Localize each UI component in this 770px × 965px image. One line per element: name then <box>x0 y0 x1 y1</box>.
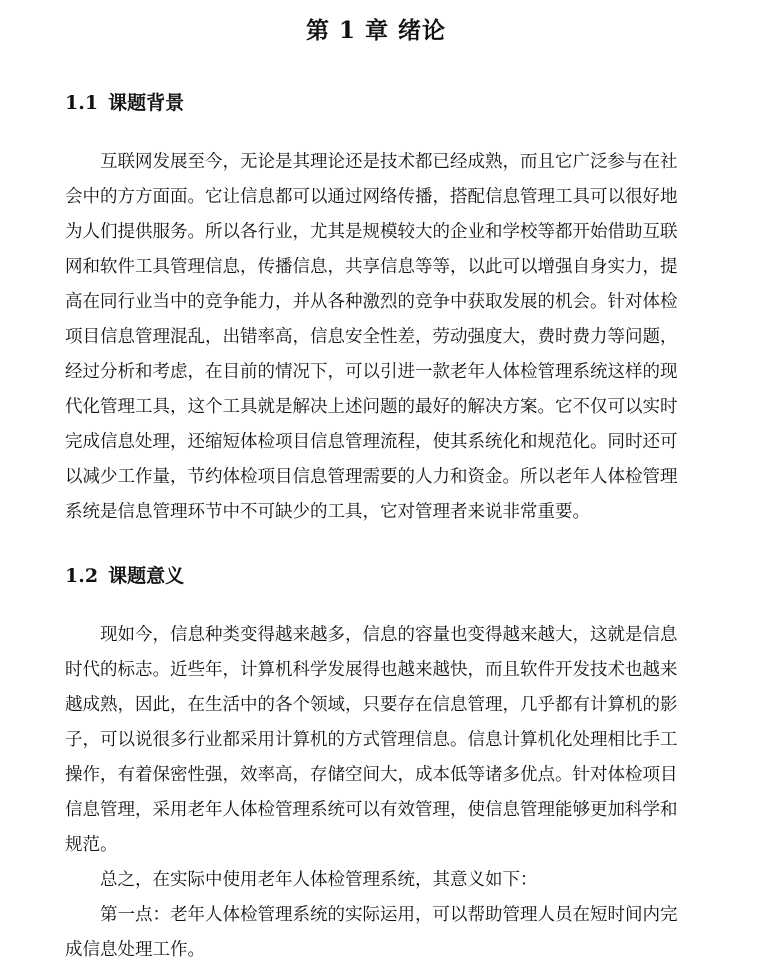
paragraph-line: 现如今，信息种类变得越来越多，信息的容量也变得越来越大，这就是信息 <box>65 625 678 645</box>
paragraph-line: 完成信息处理，还缩短体检项目信息管理流程，使其系统化和规范化。同时还可 <box>65 432 678 452</box>
paragraph-line: 会中的方方面面。它让信息都可以通过网络传播，搭配信息管理工具可以很好地 <box>65 187 678 207</box>
paragraph-line: 成信息处理工作。 <box>65 940 205 960</box>
paragraph-line: 第一点：老年人体检管理系统的实际运用，可以帮助管理人员在短时间内完 <box>65 905 678 925</box>
paragraph-line: 时代的标志。近些年，计算机科学发展得也越来越快，而且软件开发技术也越来 <box>65 660 678 680</box>
paragraph-line: 越成熟，因此，在生活中的各个领域，只要存在信息管理，几乎都有计算机的影 <box>65 695 678 715</box>
paragraph-line: 代化管理工具，这个工具就是解决上述问题的最好的解决方案。它不仅可以实时 <box>65 397 678 417</box>
paragraph-line: 规范。 <box>65 835 118 855</box>
paragraph-line: 经过分析和考虑，在目前的情况下，可以引进一款老年人体检管理系统这样的现 <box>65 362 678 382</box>
paragraph-line: 项目信息管理混乱，出错率高，信息安全性差，劳动强度大，费时费力等问题， <box>65 327 678 347</box>
paragraph-line: 高在同行业当中的竞争能力，并从各种激烈的竞争中获取发展的机会。针对体检 <box>65 292 678 312</box>
paragraph-line: 系统是信息管理环节中不可缺少的工具，它对管理者来说非常重要。 <box>65 502 590 522</box>
paragraph-line: 信息管理，采用老年人体检管理系统可以有效管理，使信息管理能够更加科学和 <box>65 800 678 820</box>
section-number: 1.1 <box>65 92 99 114</box>
section-number: 1.2 <box>65 565 99 587</box>
chapter-title: 第 1 章 绪论 <box>305 17 447 44</box>
paragraph-line: 网和软件工具管理信息，传播信息，共享信息等等，以此可以增强自身实力，提 <box>65 257 678 277</box>
paragraph-line: 以减少工作量，节约体检项目信息管理需要的人力和资金。所以老年人体检管理 <box>65 467 678 487</box>
paragraph-line: 为人们提供服务。所以各行业，尤其是规模较大的企业和学校等都开始借助互联 <box>65 222 678 242</box>
paragraph-line: 总之，在实际中使用老年人体检管理系统，其意义如下： <box>65 870 538 890</box>
section-heading-significance <box>65 561 184 588</box>
section-heading-background <box>65 88 184 115</box>
paragraph-line: 子，可以说很多行业都采用计算机的方式管理信息。信息计算机化处理相比手工 <box>65 730 678 750</box>
section-title: 课题背景 <box>108 92 185 114</box>
section-title: 课题意义 <box>108 565 185 587</box>
paragraph-line: 互联网发展至今，无论是其理论还是技术都已经成熟，而且它广泛参与在社 <box>65 152 678 172</box>
paragraph-line: 操作，有着保密性强，效率高，存储空间大，成本低等诸多优点。针对体检项目 <box>65 765 678 785</box>
